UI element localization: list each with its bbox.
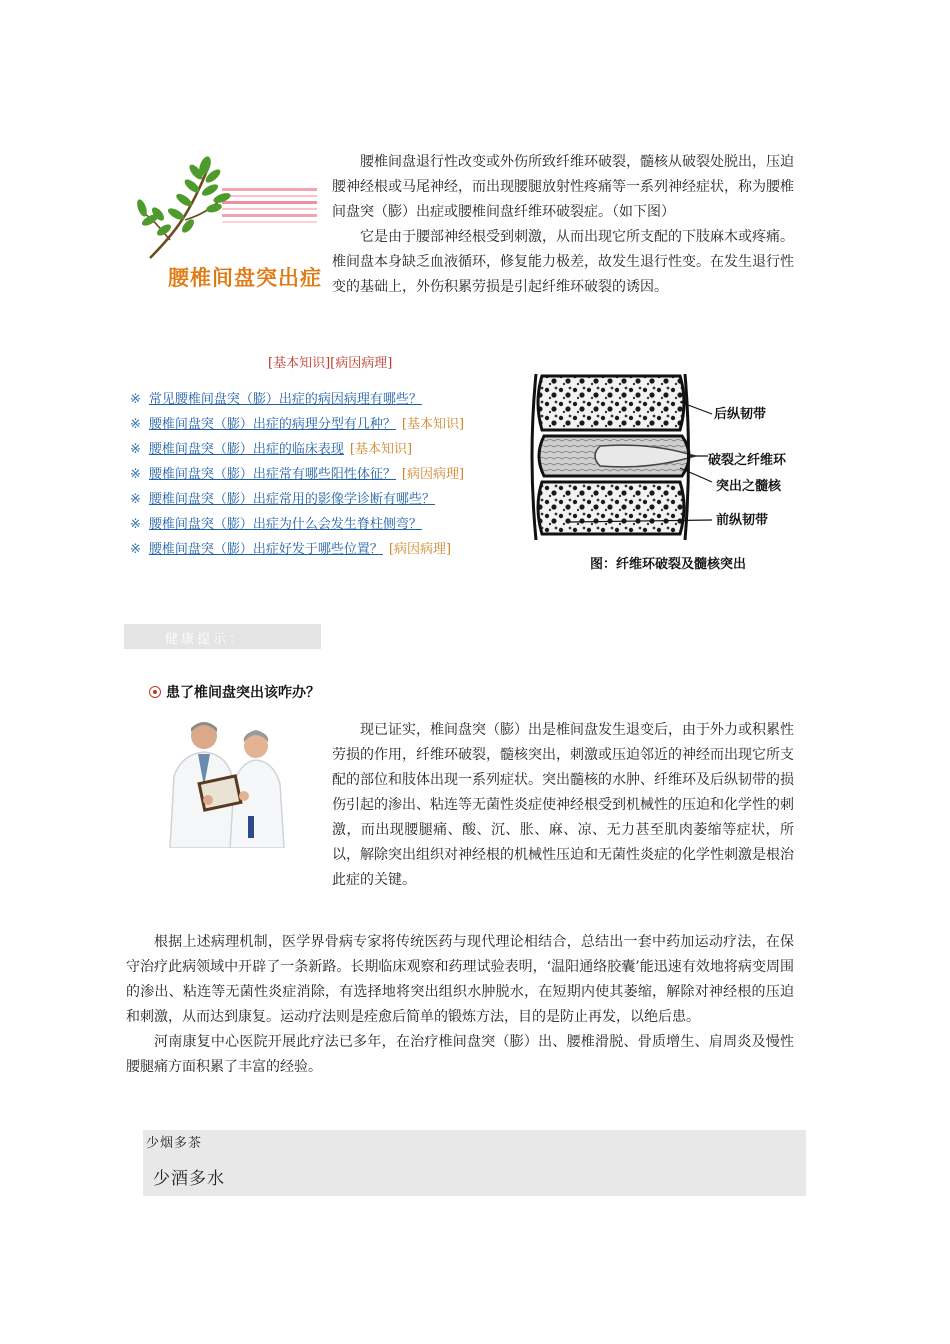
question-link[interactable]: 腰椎间盘突（膨）出症好发于哪些位置？ [148, 542, 383, 557]
question-link[interactable]: 腰椎间盘突（膨）出症为什么会发生脊柱侧弯？ [148, 517, 422, 532]
bullet-icon: ※ [130, 417, 141, 432]
bullet-icon: ※ [130, 442, 141, 457]
list-item [130, 387, 510, 412]
question-link[interactable]: 腰椎间盘突（膨）出症常有哪些阳性体征？ [148, 467, 396, 482]
main-paragraph: 河南康复中心医院开展此疗法已多年，在治疗椎间盘突（膨）出、腰椎滑脱、骨质增生、肩周炎及慢性腰腿痛方面积累了丰富的经验。 [126, 1034, 794, 1075]
list-item [130, 462, 510, 487]
question-link[interactable]: 常见腰椎间盘突（膨）出症的病因病理有哪些？ [148, 392, 422, 407]
intro-section [332, 150, 794, 300]
stripes-decoration [222, 188, 317, 223]
question-tag[interactable]: [病因病理] [401, 467, 465, 482]
main-paragraph: 根据上述病理机制，医学界骨病专家将传统医药与现代理论相结合，总结出一套中药加运动疗法，在保守治疗此病领域中开辟了一条新路。长期临床观察和药理试验表明，‘温阳通络胶囊’能迅速有效地将病变周围的渗出、粘连等无菌性炎症消除，有选择地将突出组织水肿脱水，在短期内使其萎缩，解除对神经根的压迫和刺激，从而达到康复。运动疗法则是痊愈后简单的锻炼方法，目的是防止再发，以绝后患。 [126, 934, 794, 1025]
section-heading: 患了椎间盘突出该咋办？ [166, 685, 320, 701]
list-item [130, 487, 510, 512]
question-link[interactable]: 腰椎间盘突（膨）出症的临床表现 [148, 442, 344, 457]
tip-label: 健康提示： [165, 632, 246, 647]
bullet-icon: ※ [130, 467, 141, 482]
intro-paragraph: 腰椎间盘退行性改变或外伤所致纤维环破裂，髓核从破裂处脱出，压迫腰神经根或马尾神经，而出现腰腿放射性疼痛等一系列神经症状，称为腰椎间盘突（膨）出症或腰椎间盘纤维环破裂症。（如下图） [332, 154, 794, 220]
figure-label: 前纵韧带 [716, 513, 769, 528]
question-link[interactable]: 腰椎间盘突（膨）出症常用的影像学诊断有哪些？ [148, 492, 435, 507]
question-tag[interactable]: [病因病理] [388, 542, 452, 557]
tip-paragraph: 现已证实，椎间盘突（膨）出是椎间盘发生退变后，由于外力或积累性劳损的作用，纤维环破裂，髓核突出，刺激或压迫邻近的神经而出现它所支配的部位和肢体出现一系列症状。突出髓核的水肿、纤维环及后纵韧带的损伤引起的渗出、粘连等无菌性炎症使神经根受到机械性的压迫和化学性的刺激，而出现腰腿痛、酸、沉、胀、麻、凉、无力甚至肌肉萎缩等症状，所以，解除突出组织对神经根的机械性压迫和无菌性炎症的化学性刺激是根治此症的关键。 [332, 722, 794, 888]
category-tags[interactable]: [基本知识][病因病理] [268, 356, 393, 371]
branch-leaves [135, 155, 232, 258]
upper-vertebra [538, 376, 684, 430]
slogan-box [143, 1130, 806, 1196]
doctors-image [152, 716, 290, 848]
logo-title: 腰椎间盘突出症 [168, 266, 322, 290]
disc-anatomy-figure [530, 372, 800, 582]
question-link[interactable]: 腰椎间盘突（膨）出症的病理分型有几种？ [148, 417, 396, 432]
tip-section [332, 718, 794, 893]
list-item [130, 412, 510, 437]
target-icon [149, 686, 161, 698]
question-tag[interactable]: [基本知识] [401, 417, 465, 432]
main-section [126, 930, 794, 1080]
bullet-icon: ※ [130, 517, 141, 532]
list-item [130, 512, 510, 537]
figure-caption: 图：纤维环破裂及髓核突出 [590, 557, 747, 572]
question-tag[interactable]: [基本知识] [349, 442, 413, 457]
list-item [130, 537, 510, 562]
bullet-icon: ※ [130, 392, 141, 407]
slogan-text: 少酒多水 [153, 1169, 225, 1189]
lower-vertebra [538, 482, 684, 534]
bullet-icon: ※ [130, 492, 141, 507]
figure-label: 突出之髓核 [716, 479, 782, 494]
question-list [130, 387, 510, 562]
intro-paragraph: 它是由于腰部神经根受到刺激，从而出现它所支配的下肢麻木或疼痛。椎间盘本身缺乏血液循环，修复能力极差，故发生退行性变。在发生退行性变的基础上，外伤积累劳损是引起纤维环破裂的诱因。 [332, 229, 794, 295]
figure-label: 后纵韧带 [714, 407, 767, 422]
slogan-text: 少烟多茶 [146, 1136, 203, 1151]
list-item [130, 437, 510, 462]
figure-label: 破裂之纤维环 [708, 453, 787, 468]
bullet-icon: ※ [130, 542, 141, 557]
